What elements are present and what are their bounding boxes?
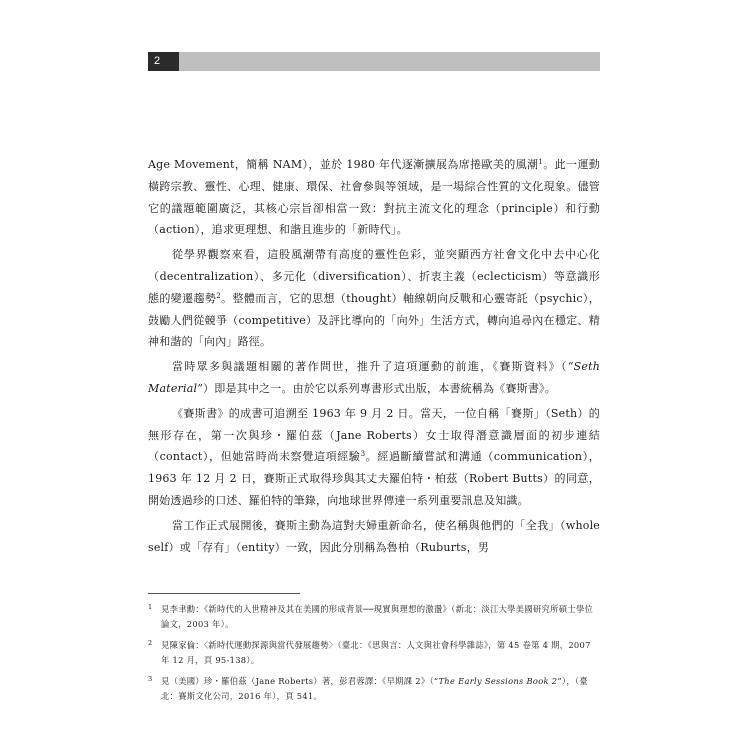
paragraph: [148, 244, 600, 353]
text-run: Age Movement，簡稱 NAM），並於 1980 年代逐漸擴展為席捲歐美的風潮: [148, 158, 539, 171]
header-bar: [148, 52, 600, 71]
footnote-ref: 1: [538, 158, 544, 166]
footnote-mark: 3: [148, 675, 153, 683]
footnote-mark: 1: [148, 603, 153, 611]
paragraph: [148, 154, 600, 241]
text-run: ”），（臺北：賽斯文化公司，2016 年），頁 541。: [161, 676, 589, 701]
italic-title: Seth Material: [148, 360, 600, 395]
body-text: [148, 154, 600, 558]
page-number: 2: [148, 52, 179, 71]
footnote: [148, 602, 600, 632]
paragraph: [148, 356, 600, 400]
text-run: ”）即是其中之一。由於它以系列專書形式出版，本書統稱為《賽斯書》。: [197, 381, 556, 395]
text-run: 從學界觀察來看，這股風潮帶有高度的靈性色彩，並突顯西方社會文化中去中心化（decentralization）、多元化（diversification）、折衷主義（eclecticism）等意識形態的變遷趨勢: [148, 248, 600, 305]
paragraph: [148, 403, 600, 512]
footnote-ref: 3: [360, 450, 366, 459]
text-run: 當時眾多與議題相關的著作問世，推升了這項運動的前進，《賽斯資料》（“: [172, 360, 574, 374]
text-run: 見李聿勳：《新時代的入世精神及其在美國的形成背景──現實與理想的激盪》（新北：淡江大學美國研究所碩士學位論文，2003 年）。: [161, 604, 594, 629]
text-run: 。此一運動橫跨宗教、靈性、心理、健康、環保、社會參與等領域，是一場綜合性質的文化現象。儘管它的議題範圍廣泛，其核心宗旨卻相當一致：對抗主流文化的理念（principle）和行動（action），追求更理想、和諧且進步的「新時代」。: [148, 158, 600, 237]
text-run: 見（美國）珍・羅伯茲（Jane Roberts）著，彭君蓉譯：《早期課 2》（“: [161, 676, 439, 686]
text-run: 當工作正式展開後，賽斯主動為這對夫婦重新命名，使名稱與他們的「全我」（whole self）或「存有」（entity）一致，因此分別稱為魯柏（Ruburts，男: [148, 518, 600, 554]
footnote-rule: [148, 593, 300, 594]
text-run: 。經過斷續嘗試和溝通（communication），1963 年 12 月 2 日，賽斯正式取得珍與其丈夫羅伯特・柏茲（Robert Butts）的同意，開始透過珍的口述、羅伯特的筆錄，向地球世界傳達一系列重要訊息及知識。: [148, 450, 600, 507]
footnote-mark: 2: [148, 639, 153, 647]
text-run: 見陳家倫：〈新時代運動探源與當代發展趨勢〉（臺北：《思與言：人文與社會科學雜誌》，第 45 卷第 4 期，2007 年 12 月，頁 95-138）。: [161, 640, 591, 665]
footnote: [148, 638, 600, 668]
footnote-ref: 2: [216, 291, 221, 300]
paragraph: [148, 515, 600, 559]
footnote: [148, 674, 600, 704]
footnotes: [148, 596, 600, 704]
text-run: 。整體而言，它的思想（thought）軸線朝向反戰和心靈寄託（psychic），鼓勵人們從競爭（competitive）及評比導向的「向外」生活方式，轉向追尋內在穩定、精神和諧的「向內」路徑。: [148, 291, 600, 349]
text-run: 《賽斯書》的成書可追溯至 1963 年 9 月 2 日。當天，一位自稱「賽斯」（Seth）的無形存在，第一次與珍・羅伯茲（Jane Roberts）女士取得潛意識層面的初步連結（contact），但她當時尚未察覺這項經驗: [148, 406, 600, 464]
italic-title: The Early Sessions Book 2: [438, 676, 558, 686]
